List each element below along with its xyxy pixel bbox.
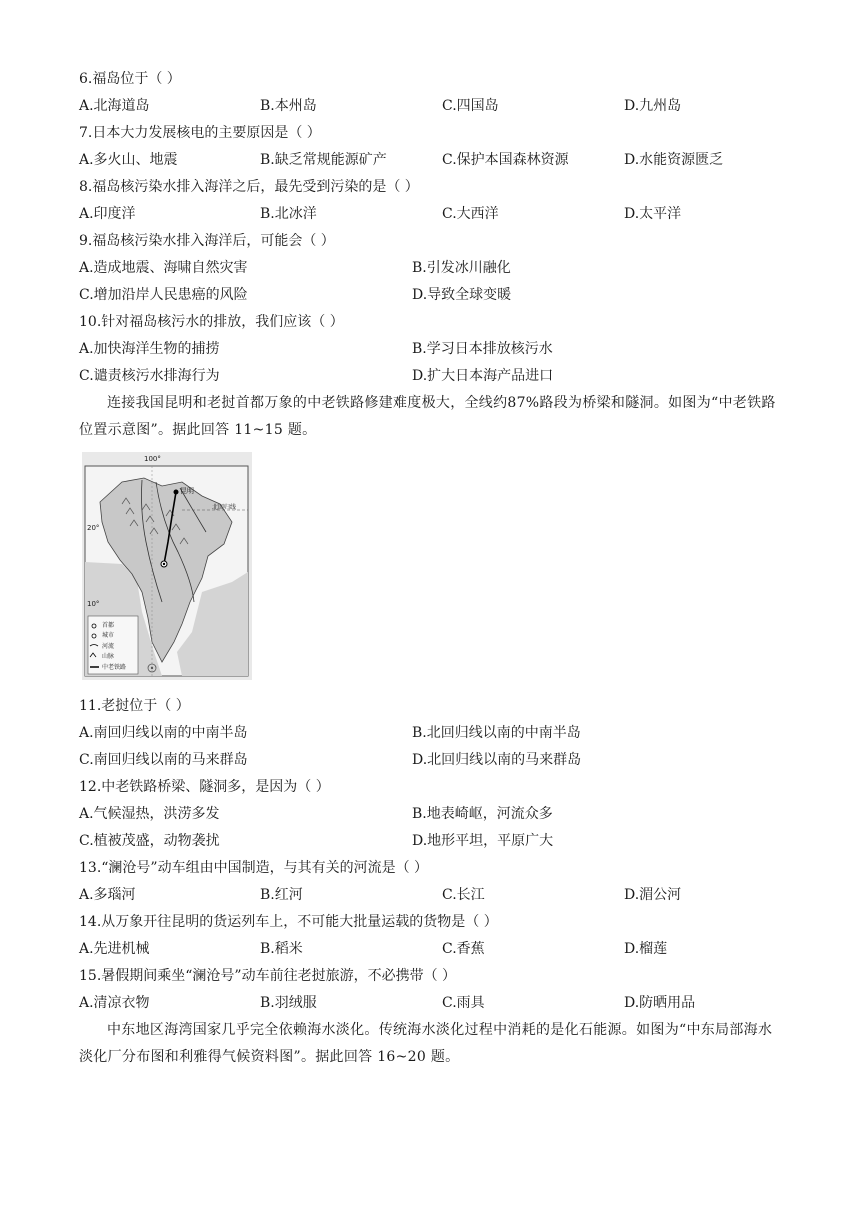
q7-options: [79, 150, 799, 170]
q13-stem: 13.“澜沧号”动车组由中国制造，与其有关的河流是（ ）: [79, 860, 429, 876]
q10-options-row1: [79, 339, 799, 359]
q8-option-a: A.印度洋: [79, 206, 136, 222]
q8-option-c: C.大西洋: [442, 206, 499, 222]
q11-option-b: B.北回归线以南的中南半岛: [412, 725, 581, 741]
q15-option-d: D.防晒用品: [624, 995, 696, 1011]
q6-stem: 6.福岛位于（ ）: [79, 71, 181, 87]
q7-stem: 7.日本大力发展核电的主要原因是（ ）: [79, 125, 321, 141]
q10-option-c: C.谴责核污水排海行为: [79, 368, 220, 384]
q11-option-a: A.南回归线以南的中南半岛: [79, 725, 248, 741]
q8-option-b: B.北冰洋: [260, 206, 317, 222]
map-tropic-label: 北回归线: [212, 504, 237, 511]
q6-options: [79, 96, 799, 116]
q11-option-c: C.南回归线以南的马来群岛: [79, 752, 248, 768]
q10-option-b: B.学习日本排放核污水: [412, 341, 553, 357]
q15-option-c: C.雨具: [442, 995, 485, 1011]
q13-option-b: B.红河: [260, 887, 303, 903]
q11-option-d: D.北回归线以南的马来群岛: [412, 752, 582, 768]
passage-laos-railway: [79, 390, 785, 444]
q15-options: [79, 993, 799, 1013]
q10-option-d: D.扩大日本海产品进口: [412, 368, 554, 384]
passage-laos-railway-text: 连接我国昆明和老挝首都万象的中老铁路修建难度极大，全线约87%路段为桥梁和隧洞。如图为“中老铁路位置示意图”。据此回答 11~15 题。: [79, 395, 776, 438]
q11-stem: 11.老挝位于（ ）: [79, 698, 190, 714]
legend-capital: 首都: [102, 622, 115, 629]
laos-railway-map: [82, 452, 252, 680]
map-legend: [102, 621, 126, 673]
q9-options-row1: [79, 258, 799, 278]
q8-option-d: D.太平洋: [624, 206, 682, 222]
q9-option-b: B.引发冰川融化: [412, 260, 511, 276]
q12-option-a: A.气候湿热，洪涝多发: [79, 806, 220, 822]
q9-options-row2: [79, 285, 799, 305]
q14-stem: 14.从万象开往昆明的货运列车上，不可能大批量运载的货物是（ ）: [79, 914, 498, 930]
q10-options-row2: [79, 366, 799, 386]
map-lat20-label: 20°: [87, 524, 100, 532]
map-longitude-label: 100°: [144, 455, 161, 463]
q14-options: [79, 939, 799, 959]
passage-middle-east-desalination: [79, 1017, 785, 1071]
q12-stem: 12.中老铁路桥梁、隧洞多，是因为（ ）: [79, 779, 330, 795]
q7-option-a: A.多火山、地震: [79, 152, 178, 168]
map-kunming-label: 昆明: [180, 487, 194, 495]
q7-option-d: D.水能资源匮乏: [624, 152, 724, 168]
q14-option-c: C.香蕉: [442, 941, 485, 957]
q15-option-b: B.羽绒服: [260, 995, 317, 1011]
q10-stem: 10.针对福岛核污水的排放，我们应该（ ）: [79, 314, 344, 330]
q9-option-d: D.导致全球变暖: [412, 287, 512, 303]
q13-option-c: C.长江: [442, 887, 485, 903]
q11-options-row1: [79, 723, 799, 743]
q15-stem: 15.暑假期间乘坐“澜沧号”动车前往老挝旅游，不必携带（ ）: [79, 968, 457, 984]
q6-option-d: D.九州岛: [624, 98, 682, 114]
q15-option-a: A.清凉衣物: [79, 995, 150, 1011]
map-lat10-label: 10°: [87, 600, 100, 608]
q8-stem: 8.福岛核污染水排入海洋之后，最先受到污染的是（ ）: [79, 179, 419, 195]
q12-option-d: D.地形平坦，平原广大: [412, 833, 554, 849]
q6-option-b: B.本州岛: [260, 98, 317, 114]
legend-river: 河流: [102, 642, 115, 650]
q14-option-a: A.先进机械: [79, 941, 150, 957]
q8-options: [79, 204, 799, 224]
passage-middle-east-text: 中东地区海湾国家几乎完全依赖海水淡化。传统海水淡化过程中消耗的是化石能源。如图为“中东局部海水淡化厂分布图和利雅得气候资料图”。据此回答 16~20 题。: [79, 1022, 773, 1065]
q12-options-row1: [79, 804, 799, 824]
q12-options-row2: [79, 831, 799, 851]
q14-option-b: B.稻米: [260, 941, 303, 957]
q11-options-row2: [79, 750, 799, 770]
q10-option-a: A.加快海洋生物的捕捞: [79, 341, 220, 357]
q9-option-a: A.造成地震、海啸自然灾害: [79, 260, 248, 276]
q14-option-d: D.榴莲: [624, 941, 668, 957]
q6-option-c: C.四国岛: [442, 98, 499, 114]
q13-options: [79, 885, 799, 905]
q9-stem: 9.福岛核污染水排入海洋后，可能会（ ）: [79, 233, 335, 249]
legend-city: 城市: [102, 632, 115, 640]
q7-option-c: C.保护本国森林资源: [442, 152, 569, 168]
legend-mountain: 山脉: [102, 653, 115, 661]
q13-option-d: D.湄公河: [624, 887, 682, 903]
q12-option-b: B.地表崎岖，河流众多: [412, 806, 553, 822]
q13-option-a: A.多瑙河: [79, 887, 136, 903]
legend-railway: 中老铁路: [102, 663, 127, 671]
q12-option-c: C.植被茂盛，动物袭扰: [79, 833, 220, 849]
q7-option-b: B.缺乏常规能源矿产: [260, 152, 387, 168]
q9-option-c: C.增加沿岸人民患癌的风险: [79, 287, 248, 303]
q6-option-a: A.北海道岛: [79, 98, 150, 114]
